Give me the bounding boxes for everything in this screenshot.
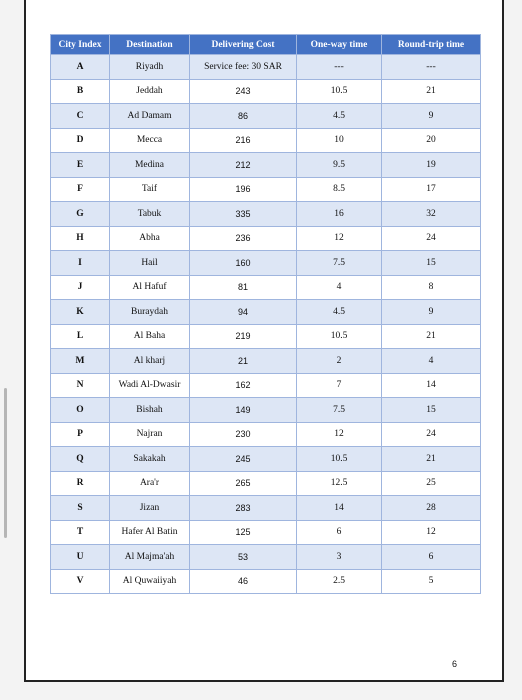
round-trip-time-cell: 9 (382, 104, 481, 129)
table-row (51, 251, 481, 276)
delivering-cost-cell: 212 (190, 153, 297, 178)
round-trip-time-cell: 21 (382, 324, 481, 349)
one-way-time-cell: 8.5 (297, 177, 382, 202)
delivering-cost-cell: 46 (190, 569, 297, 594)
header-one-way-time: One-way time (297, 35, 382, 55)
city-index-cell: E (51, 153, 110, 178)
destination-cell: Sakakah (110, 447, 190, 472)
round-trip-time-cell: 21 (382, 447, 481, 472)
one-way-time-cell: 7.5 (297, 251, 382, 276)
header-delivering-cost: Delivering Cost (190, 35, 297, 55)
delivering-cost-cell: 149 (190, 398, 297, 423)
round-trip-time-cell: 5 (382, 569, 481, 594)
destination-cell: Tabuk (110, 202, 190, 227)
round-trip-time-cell: 15 (382, 398, 481, 423)
city-index-cell: K (51, 300, 110, 325)
delivering-cost-cell: 243 (190, 79, 297, 104)
destination-cell: Ara'r (110, 471, 190, 496)
one-way-time-cell: 7 (297, 373, 382, 398)
destination-cell: Hail (110, 251, 190, 276)
city-index-cell: B (51, 79, 110, 104)
destination-cell: Riyadh (110, 55, 190, 80)
destination-cell: Najran (110, 422, 190, 447)
round-trip-time-cell: 21 (382, 79, 481, 104)
table-row (51, 202, 481, 227)
delivering-cost-cell: 245 (190, 447, 297, 472)
table-row (51, 153, 481, 178)
delivering-cost-cell: 335 (190, 202, 297, 227)
table-row (51, 422, 481, 447)
one-way-time-cell: 10 (297, 128, 382, 153)
city-index-cell: L (51, 324, 110, 349)
table-row (51, 520, 481, 545)
one-way-time-cell: 4.5 (297, 300, 382, 325)
header-city-index: City Index (51, 35, 110, 55)
city-index-cell: S (51, 496, 110, 521)
table-row (51, 324, 481, 349)
one-way-time-cell: 10.5 (297, 447, 382, 472)
destination-cell: Wadi Al-Dwasir (110, 373, 190, 398)
round-trip-time-cell: 25 (382, 471, 481, 496)
destination-cell: Al Quwaiiyah (110, 569, 190, 594)
delivering-cost-cell: 162 (190, 373, 297, 398)
round-trip-time-cell: 8 (382, 275, 481, 300)
round-trip-time-cell: 32 (382, 202, 481, 227)
round-trip-time-cell: 4 (382, 349, 481, 374)
destination-cell: Jeddah (110, 79, 190, 104)
destination-cell: Bishah (110, 398, 190, 423)
destination-cell: Buraydah (110, 300, 190, 325)
one-way-time-cell: 4.5 (297, 104, 382, 129)
header-destination: Destination (110, 35, 190, 55)
delivering-cost-cell: 160 (190, 251, 297, 276)
round-trip-time-cell: 6 (382, 545, 481, 570)
city-index-cell: M (51, 349, 110, 374)
city-index-cell: C (51, 104, 110, 129)
delivering-cost-cell: 219 (190, 324, 297, 349)
city-index-cell: Q (51, 447, 110, 472)
one-way-time-cell: 7.5 (297, 398, 382, 423)
destination-cell: Ad Damam (110, 104, 190, 129)
delivering-cost-cell: 236 (190, 226, 297, 251)
table-row (51, 128, 481, 153)
destination-cell: Taif (110, 177, 190, 202)
table-row (51, 79, 481, 104)
destination-cell: Abha (110, 226, 190, 251)
one-way-time-cell: 9.5 (297, 153, 382, 178)
round-trip-time-cell: 17 (382, 177, 481, 202)
city-index-cell: I (51, 251, 110, 276)
round-trip-time-cell: --- (382, 55, 481, 80)
city-index-cell: V (51, 569, 110, 594)
delivering-cost-cell: 196 (190, 177, 297, 202)
header-round-trip-time: Round-trip time (382, 35, 481, 55)
round-trip-time-cell: 24 (382, 226, 481, 251)
city-index-cell: H (51, 226, 110, 251)
destination-cell: Hafer Al Batin (110, 520, 190, 545)
delivering-cost-cell: 125 (190, 520, 297, 545)
round-trip-time-cell: 9 (382, 300, 481, 325)
round-trip-time-cell: 24 (382, 422, 481, 447)
city-index-cell: U (51, 545, 110, 570)
one-way-time-cell: --- (297, 55, 382, 80)
delivering-cost-cell: Service fee: 30 SAR (190, 55, 297, 80)
delivery-table (50, 34, 481, 594)
table-row (51, 545, 481, 570)
table-row (51, 373, 481, 398)
table-row (51, 471, 481, 496)
destination-cell: Mecca (110, 128, 190, 153)
city-index-cell: D (51, 128, 110, 153)
table-row (51, 398, 481, 423)
delivering-cost-cell: 230 (190, 422, 297, 447)
one-way-time-cell: 6 (297, 520, 382, 545)
city-index-cell: J (51, 275, 110, 300)
destination-cell: Al Majma'ah (110, 545, 190, 570)
destination-cell: Al Hafuf (110, 275, 190, 300)
one-way-time-cell: 12.5 (297, 471, 382, 496)
city-index-cell: T (51, 520, 110, 545)
city-index-cell: P (51, 422, 110, 447)
round-trip-time-cell: 14 (382, 373, 481, 398)
delivering-cost-cell: 216 (190, 128, 297, 153)
table-row (51, 104, 481, 129)
table-row (51, 275, 481, 300)
table-row (51, 177, 481, 202)
city-index-cell: O (51, 398, 110, 423)
one-way-time-cell: 12 (297, 226, 382, 251)
delivering-cost-cell: 265 (190, 471, 297, 496)
delivering-cost-cell: 283 (190, 496, 297, 521)
page-number: 6 (452, 659, 458, 669)
round-trip-time-cell: 12 (382, 520, 481, 545)
one-way-time-cell: 3 (297, 545, 382, 570)
destination-cell: Jizan (110, 496, 190, 521)
table-row (51, 300, 481, 325)
round-trip-time-cell: 19 (382, 153, 481, 178)
city-index-cell: N (51, 373, 110, 398)
table-header-row (51, 35, 481, 55)
destination-cell: Medina (110, 153, 190, 178)
scrollbar[interactable] (4, 388, 7, 538)
table-row (51, 569, 481, 594)
one-way-time-cell: 2.5 (297, 569, 382, 594)
round-trip-time-cell: 20 (382, 128, 481, 153)
delivering-cost-cell: 53 (190, 545, 297, 570)
table-row (51, 496, 481, 521)
one-way-time-cell: 10.5 (297, 324, 382, 349)
round-trip-time-cell: 28 (382, 496, 481, 521)
one-way-time-cell: 16 (297, 202, 382, 227)
one-way-time-cell: 2 (297, 349, 382, 374)
table-row (51, 55, 481, 80)
delivering-cost-cell: 94 (190, 300, 297, 325)
one-way-time-cell: 14 (297, 496, 382, 521)
city-index-cell: R (51, 471, 110, 496)
city-index-cell: A (51, 55, 110, 80)
table-row (51, 226, 481, 251)
delivering-cost-cell: 86 (190, 104, 297, 129)
city-index-cell: G (51, 202, 110, 227)
one-way-time-cell: 12 (297, 422, 382, 447)
table-row (51, 447, 481, 472)
one-way-time-cell: 4 (297, 275, 382, 300)
destination-cell: Al kharj (110, 349, 190, 374)
city-index-cell: F (51, 177, 110, 202)
destination-cell: Al Baha (110, 324, 190, 349)
document-page (24, 0, 504, 682)
one-way-time-cell: 10.5 (297, 79, 382, 104)
round-trip-time-cell: 15 (382, 251, 481, 276)
table-row (51, 349, 481, 374)
delivering-cost-cell: 81 (190, 275, 297, 300)
delivering-cost-cell: 21 (190, 349, 297, 374)
